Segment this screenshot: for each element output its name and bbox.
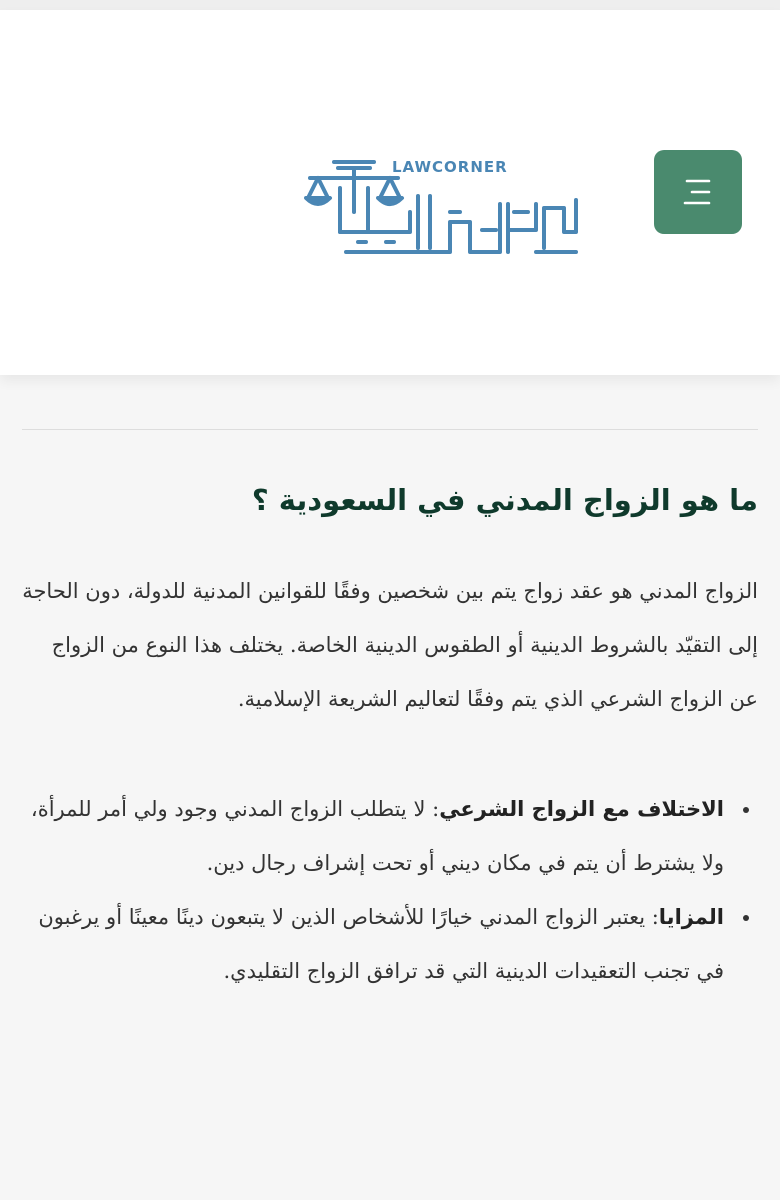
list-item — [22, 890, 730, 998]
bullet-text: : يعتبر الزواج المدني خيارًا للأشخاص الذين لا يتبعون دينًا معينًا أو يرغبون في تجنب التعقيدات الدينية التي قد ترافق الزواج التقليدي. — [38, 905, 724, 983]
logo-latin-text: LAWCORNER — [392, 158, 508, 176]
article-bullet-list — [22, 782, 758, 998]
hamburger-icon — [681, 177, 715, 207]
article-content — [0, 429, 780, 998]
site-header — [0, 10, 780, 375]
menu-button[interactable] — [654, 150, 742, 234]
bullet-text: : لا يتطلب الزواج المدني وجود ولي أمر للمرأة، ولا يشترط أن يتم في مكان ديني أو تحت إشراف رجال دين. — [30, 797, 724, 875]
list-item — [22, 782, 730, 890]
top-strip — [0, 0, 780, 10]
article-paragraph: الزواج المدني هو عقد زواج يتم بين شخصين وفقًا للقوانين المدنية للدولة، دون الحاجة إلى التقيّد بالشروط الدينية أو الطقوس الدينية الخاصة. يختلف هذا النوع من الزواج عن الزواج الشرعي الذي يتم وفقًا لتعاليم الشريعة الإسلامية. — [22, 579, 758, 711]
bullet-label: الاختلاف مع الزواج الشرعي — [439, 797, 724, 821]
article-title: ما هو الزواج المدني في السعودية ؟ — [251, 483, 758, 517]
divider — [22, 429, 758, 430]
bullet-label: المزايا — [658, 905, 724, 929]
